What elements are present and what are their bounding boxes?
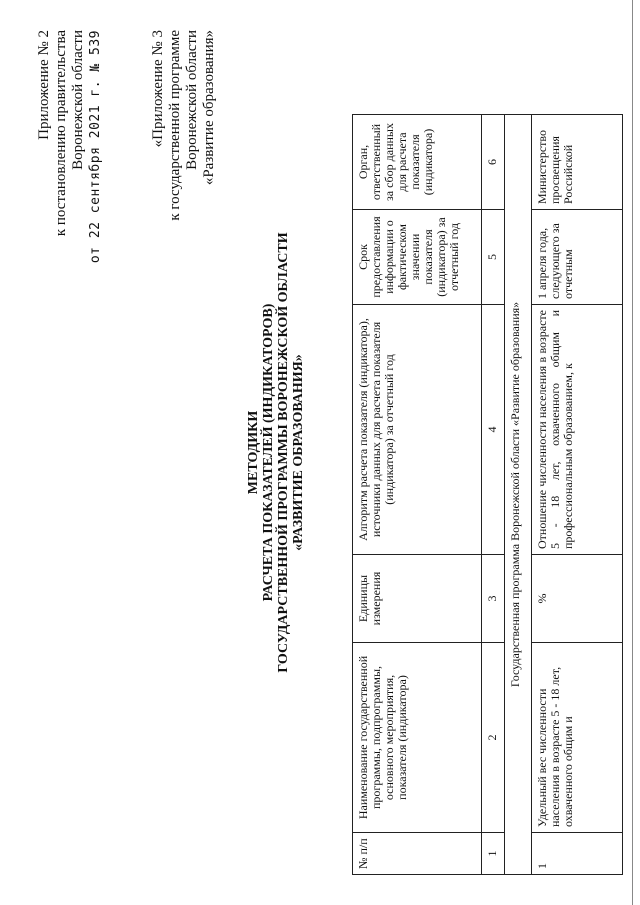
program-annex-block [150, 30, 218, 221]
header-name: Наименование государственной программы, подпрограммы, основного мероприятия, показателя (индикатора) [353, 643, 482, 833]
column-number: 5 [482, 210, 505, 305]
document-title [246, 0, 306, 905]
program-annex-number: «Приложение № 3 [150, 30, 166, 148]
column-number-row [482, 115, 505, 875]
program-annex-title: «Развитие образования» [201, 30, 217, 186]
annex-decree-reference: к постановлению правительства [53, 30, 69, 237]
title-line-3: ГОСУДАРСТВЕННОЙ ПРОГРАММЫ ВОРОНЕЖСКОЙ ОБЛАСТИ [276, 232, 291, 673]
annex-date-number: от 22 сентября 2021 г. № 539 [88, 30, 103, 264]
column-number: 2 [482, 643, 505, 833]
indicator-name: Удельный вес численности населения в возрасте 5 - 18 лет, охваченного общим и [532, 643, 623, 833]
annex-region: Воронежской области [70, 30, 86, 170]
decree-annex-block [36, 30, 104, 263]
row-number: 1 [532, 833, 623, 875]
header-unit: Единицы измерения [353, 555, 482, 643]
program-annex-reference: к государственной программе [167, 30, 183, 221]
section-title: Государственная программа Воронежской области «Развитие образования» [505, 115, 532, 875]
column-number: 1 [482, 833, 505, 875]
header-algorithm: Алгоритм расчета показателя (индикатора), источники данных для расчета показателя (индикатора) за отчетный год [353, 305, 482, 555]
column-number: 3 [482, 555, 505, 643]
header-organ: Орган, ответственный за сбор данных для расчета показателя (индикатора) [353, 115, 482, 210]
column-number: 4 [482, 305, 505, 555]
table-header-row [353, 115, 482, 875]
annex-number: Приложение № 2 [36, 30, 52, 140]
indicator-algorithm: Отношение численности населения в возрасте 5 - 18 лет, охваченного общим и профессиональным образованием, к [532, 305, 623, 555]
header-term: Срок предоставления информации о фактическом значении показателя (индикатора) за отчетный год [353, 210, 482, 305]
title-line-1: МЕТОДИКИ [246, 410, 261, 495]
header-number: № п/п [353, 833, 482, 875]
indicator-organ: Министерство просвещения Российской [532, 115, 623, 210]
page-bottom-rule [632, 0, 633, 905]
title-line-4: «РАЗВИТИЕ ОБРАЗОВАНИЯ» [291, 354, 306, 551]
table-row [532, 115, 623, 875]
indicator-term: 1 апреля года, следующего за отчетным [532, 210, 623, 305]
indicators-table [352, 114, 623, 875]
indicator-unit: % [532, 555, 623, 643]
section-row [505, 115, 532, 875]
column-number: 6 [482, 115, 505, 210]
title-line-2: РАСЧЕТА ПОКАЗАТЕЛЕЙ (ИНДИКАТОРОВ) [261, 303, 276, 602]
program-annex-region: Воронежской области [184, 30, 200, 170]
